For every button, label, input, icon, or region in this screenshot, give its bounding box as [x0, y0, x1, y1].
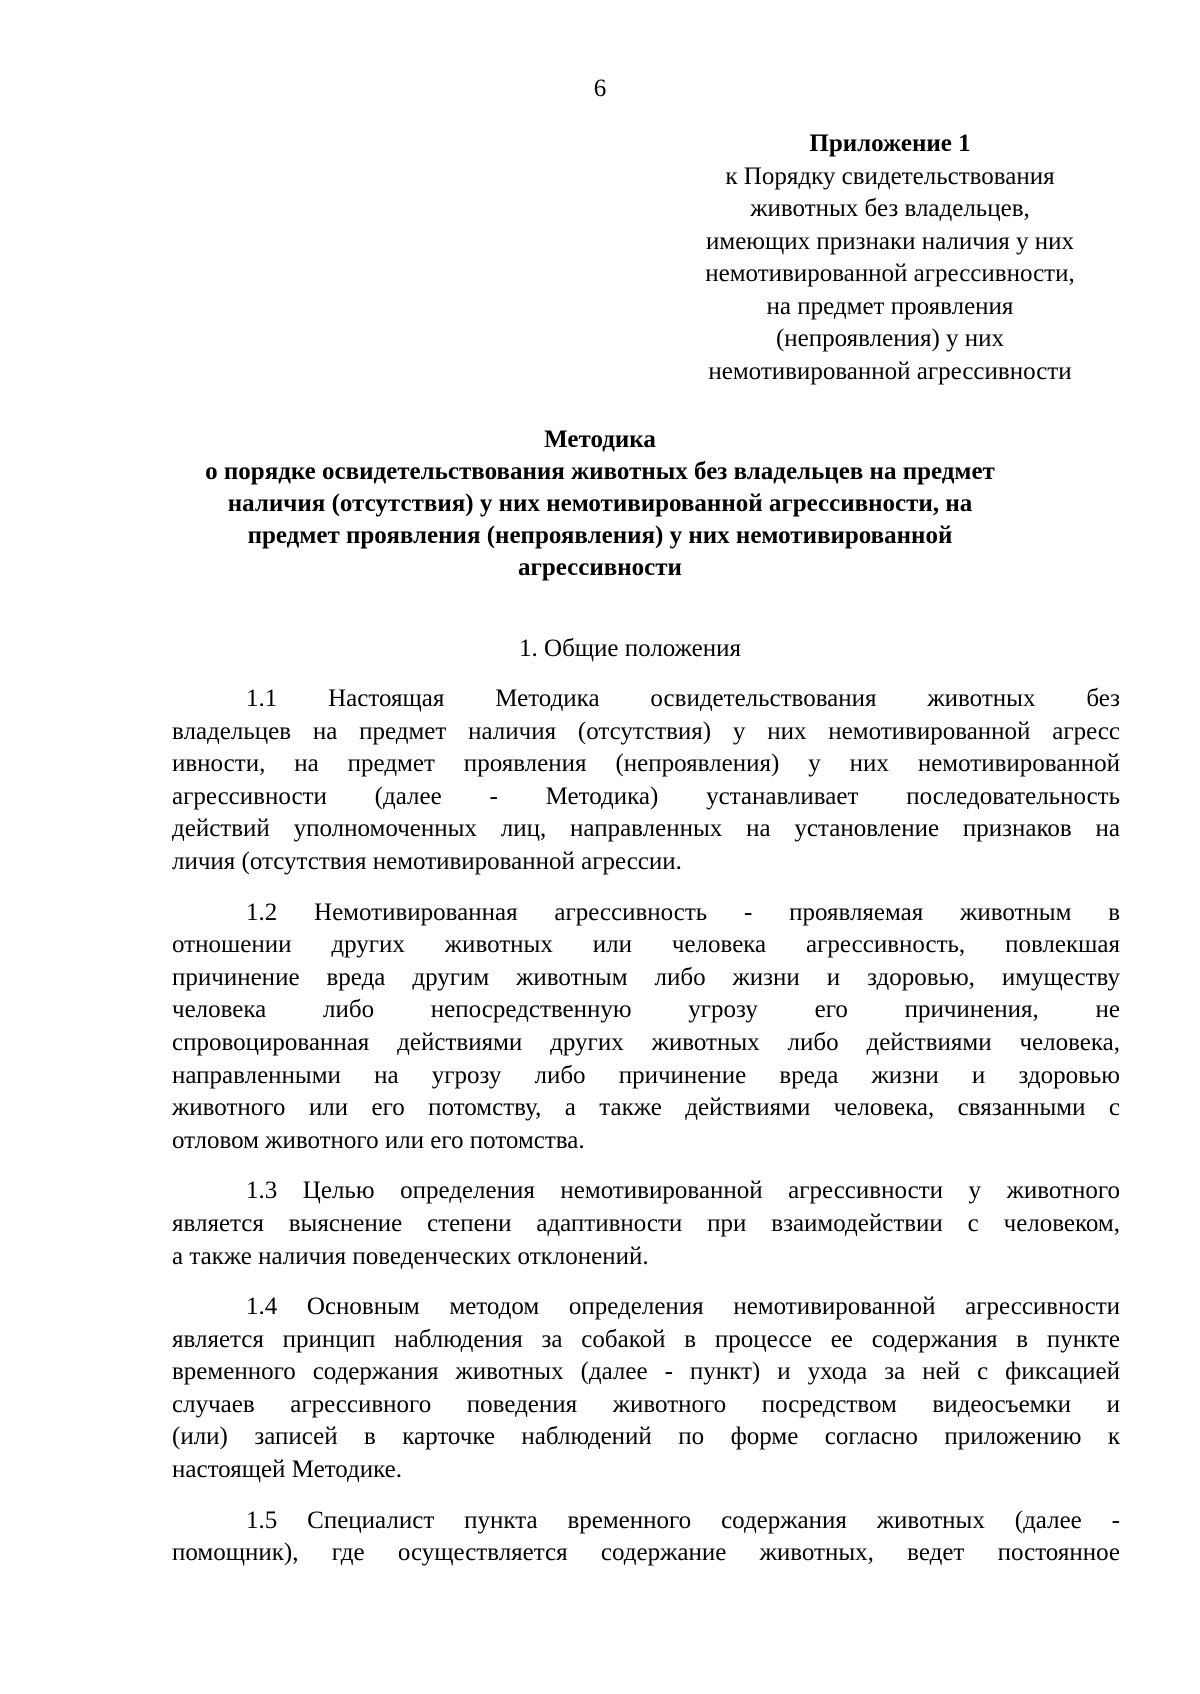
document-title-line: наличия (отсутствия) у них немотивированной агрессивности, на — [227, 490, 973, 517]
document-title-line: предмет проявления (непроявления) у них немотивированной — [247, 522, 953, 549]
paragraph-line: 1.4 Основным методом определения немотивированной агрессивности — [246, 1293, 1120, 1321]
paragraph-line: направленными на угрозу либо причинение вреда жизни и здоровью — [172, 1061, 1120, 1089]
paragraph-line: (или) записей в карточке наблюдений по форме согласно приложению к — [172, 1423, 1120, 1451]
paragraph-line: человека либо непосредственную угрозу его причинения, не — [172, 996, 1120, 1024]
appendix-line: (непроявления) у них — [775, 325, 1005, 352]
paragraph-line: агрессивности (далее - Методика) устанавливает последовательность — [172, 782, 1120, 810]
paragraph-line: владельцев на предмет наличия (отсутствия) у них немотивированной агресс — [172, 717, 1120, 745]
paragraph-line: отловом животного или его потомства. — [172, 1126, 585, 1154]
paragraph-line: ивности, на предмет проявления (непроявления) у них немотивированной — [172, 750, 1120, 778]
document-title-line: Методика — [544, 426, 656, 453]
paragraph-line: временного содержания животных (далее - пункт) и ухода за ней с фиксацией — [172, 1358, 1120, 1386]
paragraph-line: животного или его потомству, а также действиями человека, связанными с — [172, 1094, 1120, 1122]
paragraph-line: является выяснение степени адаптивности при взаимодействии с человеком, — [172, 1209, 1120, 1237]
appendix-line: животных без владельцев, — [750, 195, 1030, 222]
appendix-line: к Порядку свидетельствования — [725, 162, 1055, 190]
paragraph-line: отношении других животных или человека агрессивность, повлекшая — [172, 931, 1120, 959]
document-title — [150, 424, 1050, 584]
section-heading-text: 1. Общие положения — [519, 635, 741, 662]
paragraph-line: действий уполномоченных лиц, направленных на установление признаков на — [172, 815, 1120, 843]
appendix-line: на предмет проявления — [766, 292, 1014, 320]
paragraph-line: 1.5 Специалист пункта временного содержания животных (далее - — [246, 1506, 1120, 1534]
appendix-line: имеющих признаки наличия у них — [706, 227, 1074, 255]
paragraph — [172, 1505, 1120, 1570]
paragraph-line: помощник), где осуществляется содержание животных, ведет постоянное — [172, 1539, 1120, 1567]
paragraph — [172, 683, 1120, 879]
paragraph-line: настоящей Методике. — [172, 1456, 403, 1484]
paragraph — [172, 897, 1120, 1158]
appendix-line: немотивированной агрессивности — [708, 357, 1072, 385]
appendix-title: Приложение 1 — [809, 130, 971, 157]
paragraph-line: случаев агрессивного поведения животного посредством видеосъемки и — [172, 1390, 1120, 1418]
paragraph-line: 1.3 Целью определения немотивированной агрессивности у животного — [246, 1177, 1120, 1205]
paragraph — [172, 1175, 1120, 1273]
paragraph-line: 1.1 Настоящая Методика освидетельствования животных без — [246, 685, 1120, 712]
page-number: 6 — [593, 75, 607, 102]
document-title-line: агрессивности — [518, 554, 682, 581]
paragraph-line: а также наличия поведенческих отклонений. — [172, 1242, 649, 1270]
document-title-line: о порядке освидетельствования животных без владельцев на предмет — [205, 458, 995, 485]
body-text — [172, 683, 1120, 1588]
paragraph-line: спровоцированная действиями других животных либо действиями человека, — [172, 1028, 1120, 1056]
paragraph-line: личия (отсутствия немотивированной агрессии. — [172, 847, 682, 875]
paragraph-line: является принцип наблюдения за собакой в процессе ее содержания в пункте — [172, 1325, 1120, 1353]
paragraph — [172, 1291, 1120, 1487]
section-heading — [0, 634, 1200, 664]
appendix-block — [670, 128, 1110, 388]
paragraph-line: причинение вреда другим животным либо жизни и здоровью, имуществу — [172, 963, 1120, 991]
appendix-line: немотивированной агрессивности, — [705, 260, 1075, 287]
paragraph-line: 1.2 Немотивированная агрессивность - проявляемая животным в — [246, 898, 1120, 926]
